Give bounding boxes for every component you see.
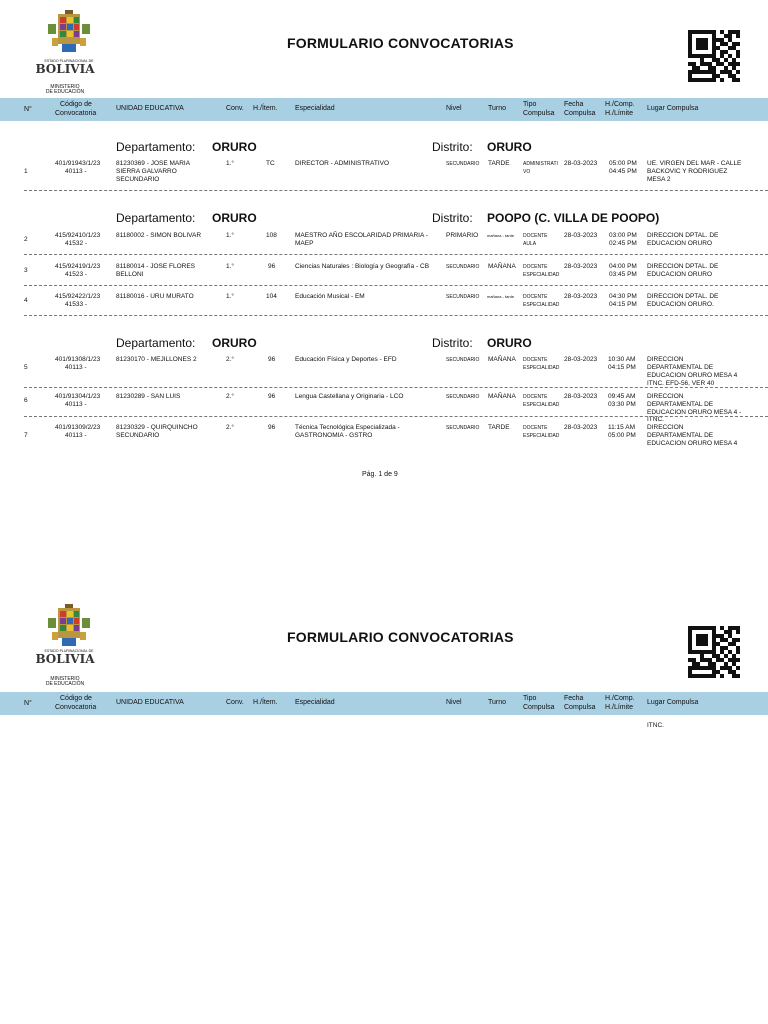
header-codigo-2: Convocatoria [55, 110, 97, 117]
qr-code-icon [688, 30, 740, 82]
codigo-line-2: 40113 - [65, 364, 87, 371]
header-tipo-1: Tipo [523, 695, 537, 702]
nivel: PRIMARIO [446, 232, 479, 239]
nivel: SECUNDARIO [446, 394, 480, 400]
header-unidad: UNIDAD EDUCATIVA [116, 699, 184, 706]
form-title: FORMULARIO CONVOCATORIAS [287, 35, 514, 51]
codigo-line-2: 41523 - [65, 271, 88, 278]
unidad-line-3: SECUNDARIO [116, 176, 160, 183]
row-divider [24, 254, 768, 255]
row-divider [24, 416, 768, 417]
lugar-line-3: MESA 2 [647, 176, 671, 183]
turno: TARDE [488, 160, 510, 167]
header-codigo-2: Convocatoria [55, 704, 97, 711]
codigo-line-1: 401/91304/1/23 [55, 393, 101, 400]
tipo-line-1: ADMINISTRATI [523, 161, 558, 167]
hcomp-line-2: 03:30 PM [608, 401, 636, 408]
tipo-line-2: ESPECIALIDAD [523, 272, 560, 278]
row-number: 4 [24, 297, 28, 304]
fecha: 28-03-2023 [564, 160, 598, 167]
hitem: 96 [268, 393, 276, 400]
row-divider [24, 387, 768, 388]
conv: 1.° [226, 263, 235, 270]
hitem: 108 [266, 232, 277, 239]
header-especialidad: Especialidad [295, 699, 335, 706]
nivel: SECUNDARIO [446, 357, 480, 363]
bolivia-coat-of-arms-icon [34, 10, 104, 58]
table-row [0, 392, 768, 422]
especialidad-line-1: Ciencias Naturales : Biología y Geografía - CB [295, 263, 430, 270]
ministry-label-1: MINISTERIO [50, 676, 80, 682]
tipo-line-2: ESPECIALIDAD [523, 402, 560, 408]
turno: MAÑANA [488, 263, 516, 270]
fecha: 28-03-2023 [564, 393, 598, 400]
ministry-label-2: DE EDUCACIÓN [45, 681, 85, 687]
row-number: 5 [24, 364, 28, 371]
hcomp-line-2: 02:45 PM [609, 240, 637, 247]
codigo-line-2: 41532 - [65, 240, 88, 247]
hcomp-line-2: 04:45 PM [609, 168, 637, 175]
hitem: 96 [268, 263, 276, 270]
hcomp-line-1: 04:00 PM [609, 263, 637, 270]
departamento-value: ORURO [212, 336, 257, 350]
lugar-line-1: DIRECCION [647, 356, 684, 363]
header-hitem: H./Ítem. [253, 699, 278, 706]
form-title: FORMULARIO CONVOCATORIAS [287, 629, 514, 645]
hitem: TC [266, 160, 275, 167]
header-codigo-1: Código de [60, 101, 92, 108]
header-hcomp-1: H./Comp. [605, 101, 635, 108]
unidad-line-1: 81230289 - SAN LUIS [116, 393, 181, 400]
header-fecha-2: Compulsa [564, 110, 596, 117]
tipo-line-1: DOCENTE [523, 233, 548, 239]
departamento-label: Departamento: [116, 336, 196, 350]
header-fecha-1: Fecha [564, 101, 584, 108]
header-hitem: H./Ítem. [253, 105, 278, 112]
row-divider [24, 190, 768, 191]
especialidad-line-1: Educación Musical - EM [295, 293, 365, 300]
row-number: 3 [24, 267, 28, 274]
group-heading [0, 211, 768, 227]
ministry-label-1: MINISTERIO [50, 84, 80, 90]
lugar-line-2: DEPARTAMENTAL DE [647, 432, 714, 439]
lugar-line-1: DIRECCION DPTAL. DE [647, 263, 719, 270]
table-row [0, 423, 768, 453]
row-number: 7 [24, 432, 28, 439]
header-nivel: Nivel [446, 105, 462, 112]
distrito-value: ORURO [487, 140, 532, 154]
header-tipo-2: Compulsa [523, 704, 555, 711]
bolivia-coat-of-arms-icon [34, 604, 104, 652]
nivel: SECUNDARIO [446, 264, 480, 270]
tipo-line-2: ESPECIALIDAD [523, 365, 560, 371]
lugar-line-3: EDUCACION ORURO MESA 4 [647, 440, 738, 447]
tipo-line-1: DOCENTE [523, 425, 548, 431]
hcomp-line-1: 04:30 PM [609, 293, 637, 300]
table-row [0, 292, 768, 316]
unidad-line-1: 81230369 - JOSE MARIA [116, 160, 191, 167]
turno: mañana - tarde [487, 294, 515, 299]
departamento-value: ORURO [212, 211, 257, 225]
group-heading [0, 336, 768, 352]
unidad-line-2: SECUNDARIO [116, 432, 160, 439]
hitem: 96 [268, 424, 276, 431]
codigo-line-1: 401/91943/1/23 [55, 160, 101, 167]
turno: mañana - tarde [487, 233, 515, 238]
header-turno: Turno [488, 105, 507, 112]
especialidad-line-1: Técnica Tecnológica Especializada - [295, 424, 400, 431]
lugar-line-1: DIRECCION DPTAL. DE [647, 232, 719, 239]
hcomp-line-2: 04:15 PM [608, 364, 636, 371]
departamento-label: Departamento: [116, 211, 196, 225]
codigo-line-1: 415/92410/1/23 [55, 232, 101, 239]
page-number: Pág. 1 de 9 [362, 471, 398, 478]
distrito-value: POOPO (C. VILLA DE POOPO) [487, 211, 660, 225]
conv: 2.° [226, 393, 235, 400]
hcomp-line-1: 03:00 PM [609, 232, 637, 239]
turno: MAÑANA [488, 356, 516, 363]
codigo-line-2: 40113 - [65, 168, 87, 175]
tipo-line-2: ESPECIALIDAD [523, 302, 560, 308]
country-small-label: ESTADO PLURINACIONAL DE [44, 59, 94, 63]
unidad-line-1: 81180014 - JOSE FLORES [116, 263, 196, 270]
tipo-line-1: DOCENTE [523, 294, 548, 300]
lugar-line-2: EDUCACION ORURO [647, 240, 713, 247]
conv: 1.° [226, 232, 235, 239]
header-hcomp-2: H./Límite [605, 110, 634, 117]
distrito-value: ORURO [487, 336, 532, 350]
codigo-line-2: 41533 - [65, 301, 88, 308]
lugar-line-4: ITNC. EFD-56, VER 40 [647, 380, 715, 387]
codigo-line-2: 40113 - [65, 401, 87, 408]
lugar-line-2: EDUCACION ORURO [647, 271, 713, 278]
lugar-line-1: UE. VIRGEN DEL MAR - CALLE [647, 160, 742, 167]
continuation-text: ITNC. [647, 722, 664, 729]
row-number: 2 [24, 236, 28, 243]
row-number: 1 [24, 168, 28, 175]
nivel: SECUNDARIO [446, 161, 480, 167]
row-divider [24, 285, 768, 286]
turno: MAÑANA [488, 393, 516, 400]
lugar-line-1: DIRECCION [647, 424, 684, 431]
codigo-line-1: 401/91308/1/23 [55, 356, 101, 363]
group-heading [0, 140, 768, 156]
hcomp-line-1: 05:00 PM [609, 160, 637, 167]
codigo-line-1: 415/92419/1/23 [55, 263, 101, 270]
unidad-line-1: 81180016 - URU MURATO [116, 293, 194, 300]
distrito-label: Distrito: [432, 211, 473, 225]
turno: TARDE [488, 424, 510, 431]
header-turno: Turno [488, 699, 507, 706]
header-especialidad: Especialidad [295, 105, 335, 112]
header-conv: Conv. [226, 699, 244, 706]
tipo-line-2: AULA [523, 241, 537, 247]
hcomp-line-1: 11:15 AM [608, 424, 635, 431]
codigo-line-2: 40113 - [65, 432, 87, 439]
fecha: 28-03-2023 [564, 293, 598, 300]
ministry-label-2: DE EDUCACIÓN [45, 89, 85, 95]
header-fecha-1: Fecha [564, 695, 584, 702]
fecha: 28-03-2023 [564, 356, 598, 363]
lugar-line-1: DIRECCION [647, 393, 684, 400]
tipo-line-1: DOCENTE [523, 394, 548, 400]
header-tipo-1: Tipo [523, 101, 537, 108]
unidad-line-1: 81230329 - QUIRQUINCHO [116, 424, 198, 431]
codigo-line-1: 415/92422/1/23 [55, 293, 101, 300]
conv: 2.° [226, 424, 235, 431]
fecha: 28-03-2023 [564, 263, 598, 270]
header-logo [34, 604, 104, 692]
header-codigo-1: Código de [60, 695, 92, 702]
unidad-line-1: 81180002 - SIMON BOLIVAR [116, 232, 202, 239]
header-hcomp-1: H./Comp. [605, 695, 635, 702]
nivel: SECUNDARIO [446, 294, 480, 300]
header-lugar: Lugar Compulsa [647, 699, 699, 706]
tipo-line-1: DOCENTE [523, 357, 548, 363]
hcomp-line-2: 05:00 PM [608, 432, 636, 439]
unidad-line-2: SIERRA GALVARRO [116, 168, 177, 175]
lugar-line-3: EDUCACION ORURO MESA 4 - [647, 409, 742, 416]
header-unidad: UNIDAD EDUCATIVA [116, 105, 184, 112]
fecha: 28-03-2023 [564, 232, 598, 239]
distrito-label: Distrito: [432, 140, 473, 154]
table-row [0, 159, 768, 191]
table-row [0, 262, 768, 286]
table-row [0, 355, 768, 387]
country-small-label: ESTADO PLURINACIONAL DE [44, 649, 94, 653]
distrito-label: Distrito: [432, 336, 473, 350]
lugar-line-4: ITNC. [647, 416, 664, 423]
lugar-line-2: BACKOVIC Y RODRIGUEZ [647, 168, 728, 175]
country-label: BOLIVIA [35, 62, 95, 76]
tipo-line-1: DOCENTE [523, 264, 548, 270]
departamento-value: ORURO [212, 140, 257, 154]
conv: 1.° [226, 160, 235, 167]
hitem: 104 [266, 293, 277, 300]
tipo-line-2: VO [523, 169, 531, 175]
especialidad-line-2: MAEP [295, 240, 314, 247]
conv: 1.° [226, 293, 235, 300]
row-number: 6 [24, 397, 28, 404]
header-tipo-2: Compulsa [523, 110, 555, 117]
hcomp-line-1: 10:30 AM [608, 356, 636, 363]
row-divider [24, 315, 768, 316]
qr-code-icon [688, 626, 740, 678]
header-logo [34, 10, 104, 98]
hcomp-line-1: 09:45 AM [608, 393, 636, 400]
conv: 2.° [226, 356, 235, 363]
lugar-line-2: EDUCACION ORURO. [647, 301, 714, 308]
header-lugar: Lugar Compulsa [647, 105, 699, 112]
especialidad-line-1: MAESTRO AÑO ESCOLARIDAD PRIMARIA - [295, 232, 428, 239]
unidad-line-1: 81230170 - MEJILLONES 2 [116, 356, 197, 363]
codigo-line-1: 401/91309/2/23 [55, 424, 101, 431]
table-header [0, 98, 768, 121]
table-header [0, 692, 768, 715]
header-conv: Conv. [226, 105, 244, 112]
lugar-line-3: EDUCACION ORURO MESA 4 [647, 372, 738, 379]
hcomp-line-2: 03:45 PM [609, 271, 637, 278]
lugar-line-2: DEPARTAMENTAL DE [647, 364, 714, 371]
header-fecha-2: Compulsa [564, 704, 596, 711]
especialidad-line-1: Lengua Castellana y Originaria - LCO [295, 393, 404, 400]
hitem: 96 [268, 356, 276, 363]
departamento-label: Departamento: [116, 140, 196, 154]
especialidad-line-1: Educación Física y Deportes - EFD [295, 356, 397, 363]
lugar-line-2: DEPARTAMENTAL DE [647, 401, 714, 408]
unidad-line-2: BELLONI [116, 271, 144, 278]
nivel: SECUNDARIO [446, 425, 480, 431]
country-label: BOLIVIA [35, 652, 95, 666]
header-n: N° [24, 700, 32, 707]
header-n: N° [24, 106, 32, 113]
hcomp-line-2: 04:15 PM [609, 301, 637, 308]
especialidad-line-2: GASTRONOMIA - GSTRO [295, 432, 373, 439]
tipo-line-2: ESPECIALIDAD [523, 433, 560, 439]
fecha: 28-03-2023 [564, 424, 598, 431]
especialidad-line-1: DIRECTOR - ADMINISTRATIVO [295, 160, 390, 167]
table-row [0, 231, 768, 255]
header-nivel: Nivel [446, 699, 462, 706]
header-hcomp-2: H./Límite [605, 704, 634, 711]
lugar-line-1: DIRECCION DPTAL. DE [647, 293, 719, 300]
